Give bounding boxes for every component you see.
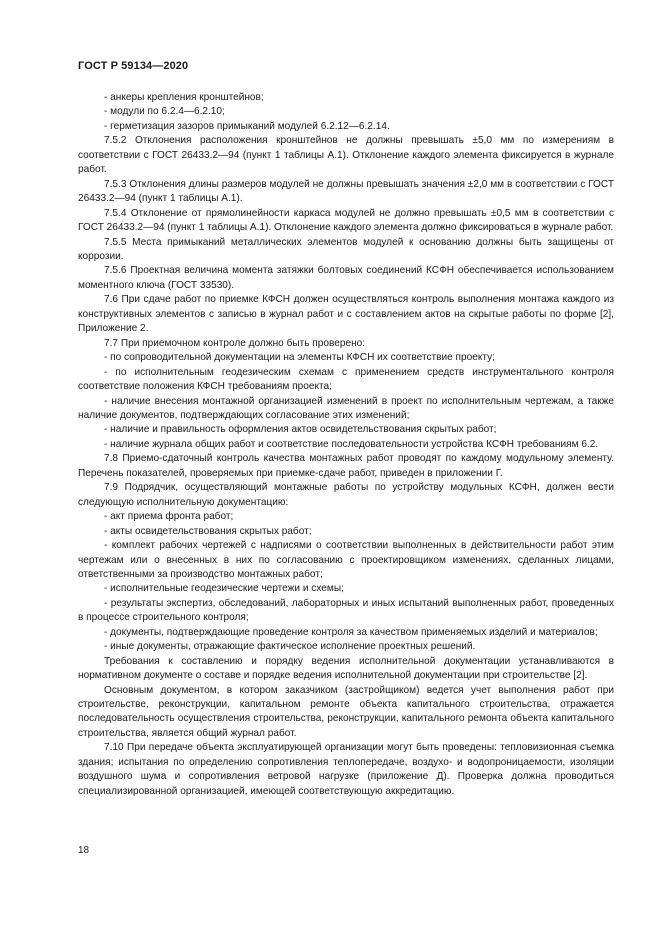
paragraph-7-5-3: 7.5.3 Отклонения длины размеров модулей не должны превышать значения ±2,0 мм в соответствии с ГОСТ 26433.2—94 (пункт 1 таблицы А.1). bbox=[78, 178, 614, 205]
list-item: - результаты экспертиз, обследований, лабораторных и иных испытаний выполненных работ, проведенных в процессе строительного контроля; bbox=[78, 597, 614, 624]
list-item: - наличие журнала общих работ и соответствие последовательности устройства КСФН требованиям 6.2. bbox=[104, 438, 599, 450]
list-item: - наличие и правильность оформления актов освидетельствования скрытых работ; bbox=[104, 424, 497, 436]
paragraph-7-7: 7.7 При приемочном контроле должно быть проверено: bbox=[104, 337, 366, 349]
paragraph-7-5-5: 7.5.5 Места примыканий металлических элементов модулей к основанию должны быть защищены от коррозии. bbox=[78, 236, 614, 262]
paragraph-7-9: 7.9 Подрядчик, осуществляющий монтажные работы по устройству модульных КСФН, должен вести следующую исполнительную документацию: bbox=[78, 482, 614, 508]
paragraph-7-8: 7.8 Приемо-сдаточный контроль качества монтажных работ проводят по каждому модульному элементу. Перечень показателей, проверяемых при приемке-сдаче работ, приведен в приложении Г. bbox=[78, 453, 614, 479]
paragraph-7-5-2: 7.5.2 Отклонения расположения кронштейнов не должны превышать ±5,0 мм по измерениям в соответствии с ГОСТ 26433.2—94 (пункт 1 таблицы А.1). Отклонение каждого элемента фиксируется в журнале работ. bbox=[78, 135, 614, 176]
list-item: - акты освидетельствования скрытых работ; bbox=[104, 525, 312, 537]
page-header-title: ГОСТ Р 59134—2020 bbox=[78, 60, 189, 72]
paragraph-main-document: Основным документом, в котором заказчиком (застройщиком) ведется учет выполнения работ при строительстве, реконструкции, капитальном ремонте объекта капитального строительства, отражается последовательность осуществления строительства, реконструкции, капитального ремонта объекта капитального строительства, является общий журнал работ. bbox=[78, 684, 614, 739]
list-item: - по сопроводительной документации на элементы КФСН их соответствие проекту; bbox=[104, 352, 495, 364]
paragraph-requirements: Требования к составлению и порядку ведения исполнительной документации устанавливаются в нормативном документе о составе и порядке ведения исполнительной документации при строительстве [2]. bbox=[78, 655, 614, 682]
paragraph-7-10: 7.10 При передаче объекта эксплуатирующей организации могут быть проведены: тепловизионная съемка здания; испытания по определению сопротивления теплопередаче, воздухо- и водопроницаемости, изоляции воздушного шума и сопротивления ветровой нагрузке (приложение Д). Проверка должна проводиться специализированной организацией, имеющей соответствующую аккредитацию. bbox=[78, 742, 614, 797]
list-item: - иные документы, отражающие фактическое исполнение проектных решений. bbox=[104, 641, 476, 653]
list-item: - модули по 6.2.4—6.2.10; bbox=[104, 106, 225, 118]
list-item: - анкеры крепления кронштейнов; bbox=[104, 92, 264, 103]
paragraph-7-5-4: 7.5.4 Отклонение от прямолинейности каркаса модулей не должно превышать ±0,5 мм в соответствии с ГОСТ 26433.2—94 (пункт 1 таблицы А.1). Отклонение каждого элемента должно фиксироваться в журнале работ. bbox=[78, 207, 614, 234]
list-item: - акт приема фронта работ; bbox=[104, 511, 234, 523]
list-item: - по исполнительным геодезическим схемам с применением средств инструментального контроля соответствие положения КФСН требованиям проекта; bbox=[78, 366, 614, 393]
document-body bbox=[78, 91, 614, 799]
paragraph-7-5-6: 7.5.6 Проектная величина момента затяжки болтовых соединений КСФН обеспечивается использованием моментного ключа (ГОСТ 33530). bbox=[78, 265, 614, 291]
paragraph-7-6: 7.6 При сдаче работ по приемке КФСН должен осуществляться контроль выполнения монтажа каждого из конструктивных элементов с записью в журнал работ и с составлением актов на скрытые работы по форме [2], Приложение 2. bbox=[78, 294, 614, 335]
list-item: - документы, подтверждающие проведение контроля за качеством применяемых изделий и материалов; bbox=[104, 626, 598, 638]
list-item: - герметизация зазоров примыканий модулей 6.2.12—6.2.14. bbox=[104, 120, 390, 132]
list-item: - исполнительные геодезические чертежи и схемы; bbox=[104, 583, 344, 595]
list-item: - комплект рабочих чертежей с надписями о соответствии выполненных в действительности работ этим чертежам или о внесенных в них по согласованию с проектировщиком изменениях, сделанных лицами, ответственными за производство монтажных работ; bbox=[78, 540, 614, 580]
list-item: - наличие внесения монтажной организацией изменений в проект по исполнительным чертежам, а также наличие документов, подтверждающих согласование этих изменений; bbox=[78, 395, 614, 421]
page-number: 18 bbox=[78, 845, 90, 856]
